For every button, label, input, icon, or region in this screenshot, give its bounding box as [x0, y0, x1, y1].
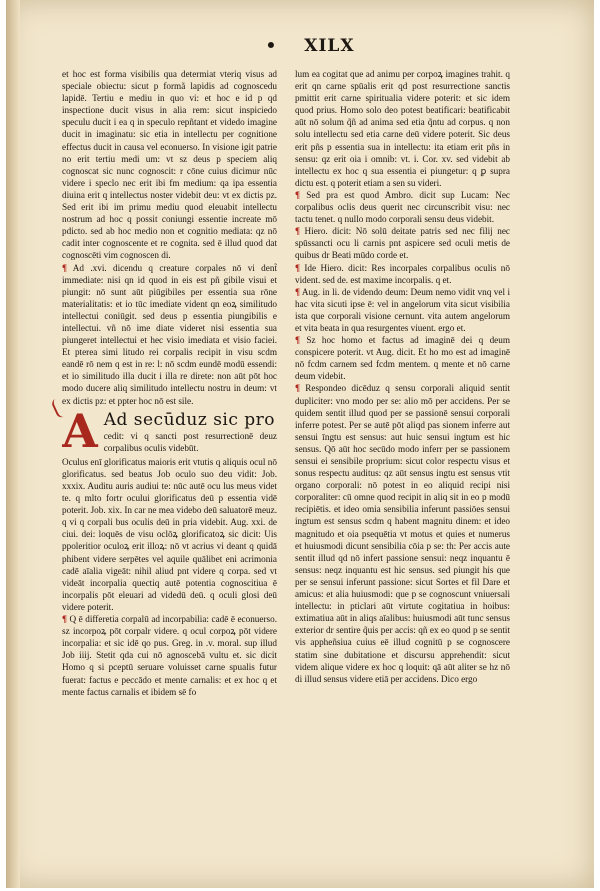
book-page	[6, 0, 594, 888]
left-column	[62, 68, 277, 728]
paragraph-mark-icon: ¶	[62, 262, 67, 273]
right-paragraph-4	[295, 262, 510, 286]
article-heading-rest: cedit: vi q sancti post resurrectionē deuz corpalibus oculis videbūt.	[103, 430, 277, 453]
paragraph-mark-icon: ¶	[295, 383, 300, 394]
right-paragraph-7-text: Respondeo dicēduz q sensu corporali aliquid sentit dupliciter: vno modo per se: alio mō per accidens. Per se quidem sentit illud quod per se passionē sensui corporali inferre potest. Per se autē pōt aliqd pas sionem inferre aut sensui īngtu est sensus: aut huic sensui ingtum est hic sensus. Qō aūt hoc secūdo modo inferr per se passionem sensui ei sensibile proprium: sicut color respectu visus et sonus respectu auditus: qz aūt sensus ingtu est sensus vtit organo corporali: nō potest in eo aliquid recipi nisi corporaliter: cū omne quod recipit in aliq sit in eo p modū recipiētis. et ideo omia sensibilia inferunt passiōes sensui ingtum est sensus scdm q habent magnitu dinem: et ideo magnitudo et oia psequētia vt motus et quies et numerus et huiusmodi dicunt sensibilia cōia p se: th: Per accis aute sentit illud qd nō infert passione sensui: neqz inquantu ē sensus: neqz inquantu est hic sensus. sed piungit his que per se sensui inferunt passione: sicut Sortes et fil Dare et amicus: et alia huiusmodi: que p se cognoscunt vniuersali intellectu: in pticlari aūt virtute cogitatiua in hoibus: extimatiua aūt in aliqs aīalibus: huiusmodi aūt tunc sensus exterior dr sentire q̃uis per accis: qñ ex eo quod p se sentit vis appheñsiua cuius eē illud cognitū p se cognoscere statim sine dubitatione et discursu apprehendit: sicut videm alique videre ex hoc q loquit: qā aūt aliter se hz nō di illud sensus videre etiā per accidens. Dico ergo	[295, 383, 510, 684]
right-paragraph-3-text: Hiero. dicit: Nō solū deitate patris sed nec filij nec spūssancti ocu li carnis pnt aspicere sed oculi metis de quibus dr Beati mūdo corde et.	[295, 226, 510, 261]
article-heading-text: Ad secūduz sic pro	[103, 409, 276, 430]
left-paragraph-4-text: Q ē differetia corpalū ad incorpabilia: cadē ē econuerso. sz incorpoꝝ pōt corpalr videre. q ocul corpoꝝ pōt videre incorpalia: et sic idē qo pus. Greg. in .v. moral. sup illud Job iiij. Stetit qda cui nō agnoscebā vultu et. sic dicit Homo q si pceptū seruare voluisset carne spualis futur fuerat: factus e peccādo et mente carnalis: et ex hoc q et mente factus carnalis et ibidem sē fo	[62, 614, 277, 697]
left-paragraph-4	[62, 613, 277, 698]
paragraph-mark-icon: ¶	[295, 226, 300, 237]
paragraph-mark-icon: ¶	[295, 262, 300, 273]
right-paragraph-5	[295, 286, 510, 334]
folio-numeral: XILX	[304, 36, 355, 56]
folio-mark: •	[265, 36, 278, 56]
paragraph-mark-icon: ¶	[295, 189, 300, 200]
right-paragraph-2-text: Sed pra est quod Ambro. dicit sup Lucam: Nec corpalibus oclis deus querit nec circunscribit visu: nec tactu tenet. q nullo modo corporali sensu deus videbit.	[295, 189, 510, 225]
paragraph-mark-icon: ¶	[62, 614, 67, 625]
right-paragraph-6	[295, 334, 510, 382]
folio-number	[6, 36, 594, 56]
left-paragraph-1: et hoc est forma visibilis qua determiat vteriq visus ad speciale obiectu: sicut p formã lapidis ad cognoscedu lapidē. Tertiu e mediu in quo vi: et hoc e id p qd inspectione ducit visus in alia rem: sicut inspiciedo speculu ducit i ea q in speculo repñtant et videdo imagine ducit in imaginatu: sic etia in intellectu per cognitione effectus ducit in causa vel econuerso. In visione igit patrie no erit tertiu medi um: vt sz deus p speciem aliq cognoscat sic nunc cognoscit: r cōne cuius dicimur nūc videre i speclo nec erit ibi fm medium: qa ipa essentia diuina erit q intellectus noster videbit deu: vt ex dictis pz. Sed erit ibi im primu mediu quod eleuabit intellectu nostrum ad hoc q possit coniungi essentie increate mō pdicto. sed ab hoc medio non et cognitio mediata: qz nō cadit inter cognoscente et re cognita. sed ē illud quod dat cognoscēti vim cognoscen di.	[62, 69, 277, 261]
left-paragraph-2	[62, 262, 277, 407]
right-paragraph-4-text: Ide Hiero. dicit: Res incorpales corpalibus oculis nō vident. sed de. est maxime incorpalis. q et.	[295, 262, 510, 285]
right-paragraph-2	[295, 189, 510, 225]
left-paragraph-2-text: Ad .xvi. dicendu q creature corpales nō vi dent̃ immediate: nisi qn id quod in eis est pñ gibile visui et piungit: nō sunt aūt piūgibiles per essentia sua rōne materialitatis: et io tūc imediate vident qn eoꝝ similitudo intellectui coniūgit. sed deus p essentia piungibilis e intellectui. vñ nō ime diate videret nisi essentia sua piungeret intellectui et hec visio imediata et visio faciei. Et pterea simi litudo rei corpalis recipit in visu scdm eandē rō nem q est in re: l: nō scdm eundē modū essendi: et io similitudo illa ducit i illa re direte: non aūt pōt hoc modo ducere aliq similitudo intellectu nostru in deum: vt ex dictis pz: et ppter hoc nō est sile.	[62, 262, 277, 406]
left-paragraph-3: Oculus enī glorificatus maioris erit vtutis q aliquis ocul nō glorificatus. sed beatus Job oculo suo deu vidit: Job. xxxix. Auditu auris audiui te: nūc autē ocu lus meus videt te. q mlto fortr ocului glorificatus deū p essentia vidē poterit. Job. xix. In car ne mea videbo deū saluatorē meuz. q vi q corpali bus oculis deū in pria videbit. Aug. xxi. de ciui. dei: loquēs de visu oclōꝝ glorificatoꝝ sic dicit: Uis ppoleritior oculoꝝ erit illoꝝ: nō vt acrius vi deant q quidā phibent videre serpētes vel aquile quālibet eni acrimonia cadē aīalia vigeāt: nihil aliud pnt videre q corpa. sed vt videāt incorpalia quectiq autē potentia cognoscitiua ē incorpalis pōt eleuari ad videdū deū. q oculi glosi deū videre poterit.	[62, 456, 277, 612]
right-paragraph-6-text: Sz hoc homo et factus ad imaginē dei q deum conspicere poterit. vt Aug. dicit. Et ho mo est ad imaginē nō fcdm carnem sed fcdm mentem. q mente et nō carne deum videbit.	[295, 335, 510, 382]
article-heading	[62, 403, 277, 458]
right-paragraph-7	[295, 382, 510, 684]
right-paragraph-1: lum ea cogitat que ad animu per corpoꝝ imagines trahit. q erit qn carne spūalis erit qd post resurrectione sanctis pmittit erit carne spiritualia videre poterit: et sic idem quod prius. Homo solo deo potest beatificari: beatificabit aūt nō solum q̃ñ ad anima sed etia q̃ntu ad corpus. q non solu intellectu sed etia carne deū videre poterit. Sic deus erit pñs p essentia sua in intellectu: ita etiam erit pñs in sensu: qz erit oia i omnib: vt. i. Cor. xv. sed videbit ab intellectu ex hoc q sua essentia ei piungetur: q ꝑ supra dictu est. q poterit etiam a sen su videri.	[295, 69, 510, 188]
right-paragraph-3	[295, 225, 510, 261]
right-column	[295, 68, 510, 728]
paragraph-mark-icon: ¶	[295, 286, 300, 297]
red-initial: A	[62, 403, 98, 458]
right-paragraph-5-text: Aug. in li. de videndo deum: Deum nemo vidit vnq vel i hac vita sicuti ipse ē: vel in angelorum vita sicut visibilia ista que corporali visione cernunt. vita autem angelorum et vita beata in qua resurgentes viuent. ergo et.	[295, 286, 510, 333]
page-gutter	[6, 0, 20, 888]
paragraph-mark-icon: ¶	[295, 335, 300, 346]
